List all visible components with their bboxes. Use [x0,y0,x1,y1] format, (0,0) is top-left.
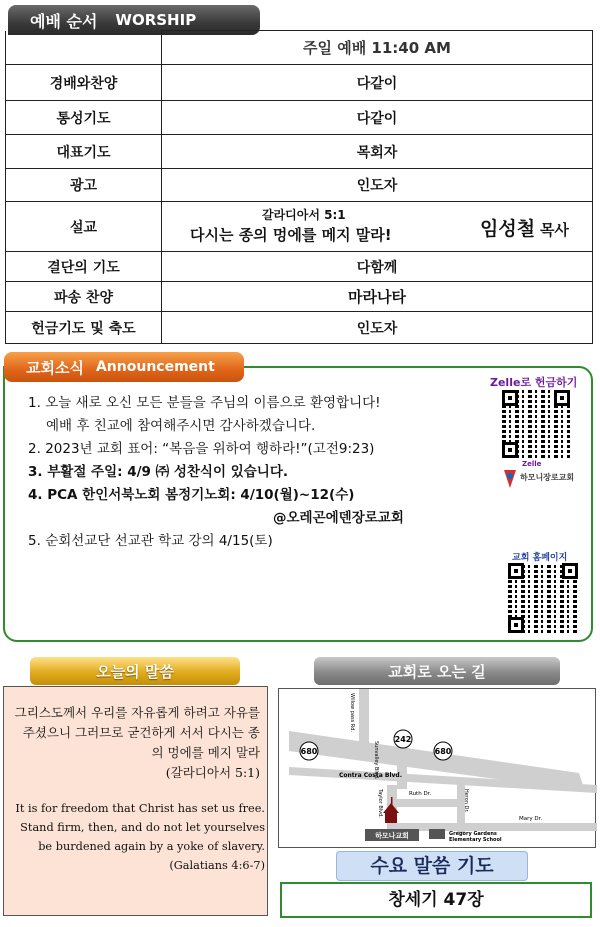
worship-title-ko: 예배 순서 [30,11,98,31]
zelle-label: Zelle로 헌금하기 [490,376,578,389]
preacher [480,214,569,241]
announcement-title-ko: 교회소식 [26,358,84,377]
homepage-label: 교회 홈페이지 [512,553,568,563]
verse-english-ref: (Galatians 4:6-7) [169,859,265,872]
sermon-scripture: 갈라디아서 5:1 [262,208,346,222]
table-row: 파송 찬양 마라나타 [6,282,593,312]
wednesday-title: 수요 말씀 기도 [336,851,528,881]
list-item: 3. 부활절 주일: 4/9 ㈜ 성찬식이 있습니다. [28,464,289,480]
worship-title-en: WORSHIP [115,11,197,29]
announcement-list [28,392,498,553]
wednesday-passage: 창세기 47장 [280,882,592,918]
directions-map[interactable] [278,688,596,848]
svg-text:Contra Costa Blvd.: Contra Costa Blvd. [339,772,402,779]
svg-text:Mary Dr.: Mary Dr. [519,816,543,822]
verse-box [3,686,268,916]
list-item: 5. 순회선교단 선교관 학교 강의 4/15(토) [28,533,273,549]
zelle-qr-code[interactable] [502,390,570,458]
preacher-title: 목사 [539,221,569,239]
svg-text:하모나교회: 하모나교회 [375,832,409,840]
table-row: 헌금기도 및 축도 인도자 [6,312,593,344]
list-item: 2. 2023년 교회 표어: “복음을 위하여 행하라!”(고전9:23) [28,441,375,457]
word-header: 오늘의 말씀 [30,657,240,685]
svg-text:680: 680 [434,747,452,756]
directions-header: 교회로 오는 길 [314,657,560,685]
list-item: 4. PCA 한인서북노회 봄정기노회: 4/10(월)~12(수) [28,487,355,503]
list-item: @오레곤에덴장로교회 [273,510,404,526]
svg-text:Heron Dr.: Heron Dr. [463,789,469,813]
zelle-small-label: Zelle [522,460,542,468]
verse-english: It is for freedom that Christ has set us free. Stand firm, then, and do not let yourselves be burdened again by a yoke of slavery. (Galatians 4:6-7) [15,802,265,872]
svg-text:Sunvalley Blvd.: Sunvalley Blvd. [373,741,379,780]
worship-table [5,30,593,344]
sermon-title: 다시는 종의 멍에를 메지 말라! [190,226,392,244]
announcement-header [4,352,244,382]
svg-text:242: 242 [394,735,412,744]
verse-korean-ref: (갈라디아서 5:1) [165,765,260,780]
announcement-title-en: Announcement [95,359,215,375]
svg-text:680: 680 [300,747,318,756]
svg-text:Taylor Blvd.: Taylor Blvd. [377,789,383,818]
svg-text:Ruth Dr.: Ruth Dr. [409,791,432,797]
verse-korean: 그리스도께서 우리를 자유롭게 하려고 자유를 주셨으니 그러므로 굳건하게 서서 다시는 종의 멍에를 메지 말라 (갈라디아서 5:1) [14,705,260,780]
table-row: 통성기도 다같이 [6,101,593,135]
table-row: 광고 인도자 [6,169,593,202]
preacher-name: 임성철 [480,218,536,240]
svg-text:Elementary School: Elementary School [449,837,502,843]
sermon-label: 설교 [6,202,162,252]
table-row: 대표기도 목회자 [6,135,593,169]
sermon-row [6,202,593,252]
list-item: 1. 오늘 새로 오신 모든 분들을 주님의 이름으로 환영합니다! [28,395,381,411]
table-row: 경배와찬양 다같이 [6,65,593,101]
homepage-qr-code[interactable] [508,563,578,633]
list-item: 예배 후 친교에 참여해주시면 감사하겠습니다. [46,418,316,434]
table-row: 결단의 기도 다함께 [6,252,593,282]
svg-text:Willow pass Rd.: Willow pass Rd. [349,693,355,733]
service-time: 주일 예배 11:40 AM [162,31,593,65]
svg-text:Gregory Gardens: Gregory Gardens [449,831,497,837]
church-logo-text: 하모니장로교회 [520,473,575,482]
